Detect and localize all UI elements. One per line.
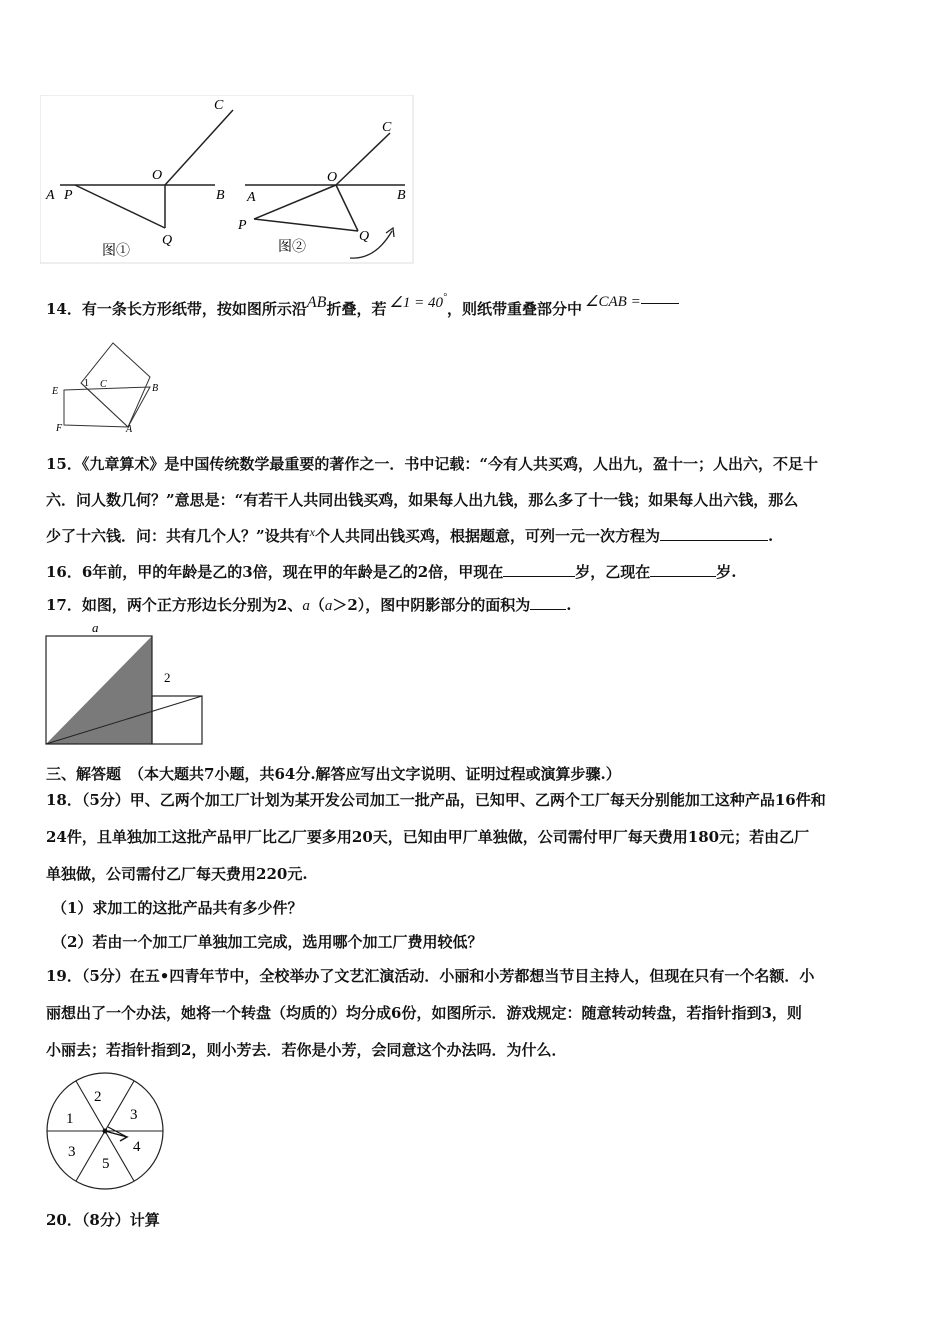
q19-spinner bbox=[42, 1070, 172, 1194]
fig13-right-Q: Q bbox=[359, 229, 370, 244]
q19-line2: 丽想出了一个办法，她将一个转盘（均质的）均分成6份，如图所示．游戏规定：随意转动转盘，若指针指到3，则 bbox=[46, 1004, 802, 1022]
q17-figure bbox=[44, 622, 209, 750]
fig14-A: A bbox=[126, 424, 133, 435]
q16-text: 16．6年前，甲的年龄是乙的3倍，现在甲的年龄是乙的2倍，甲现在 岁，乙现在 岁. bbox=[46, 563, 737, 581]
fig17-a: a bbox=[92, 622, 99, 635]
q14-answer-blank[interactable] bbox=[641, 289, 679, 304]
spinner-label-5: 5 bbox=[102, 1156, 110, 1172]
fig14-C: C bbox=[100, 379, 107, 390]
fig13-right-O: O bbox=[327, 170, 338, 185]
fig14-F: F bbox=[56, 423, 63, 434]
q18-line2: 24件，且单独加工这批产品甲厂比乙厂要多用20天，已知由甲厂单独做，公司需付甲厂每天费用180元；若由乙厂 bbox=[46, 828, 810, 846]
fig14-B: B bbox=[152, 383, 159, 394]
spinner-label-1: 1 bbox=[66, 1111, 74, 1127]
q15-line1: 15．《九章算术》是中国传统数学最重要的著作之一．书中记载：“今有人共买鸡，人出九，盈十一；人出六，不足十 bbox=[46, 455, 819, 473]
spinner-label-4: 4 bbox=[133, 1139, 141, 1155]
fig13-right-caption: 图② bbox=[278, 240, 306, 255]
q17-text: 17．如图，两个正方形边长分别为2、a（a＞2），图中阴影部分的面积为 . bbox=[46, 596, 572, 614]
q14-text: 14．有一条长方形纸带，按如图所示沿AB折叠，若 ∠1 = 40°，则纸带重叠部分中 ∠CAB = bbox=[46, 299, 679, 322]
q19-line1: 19．（5分）在五•四青年节中，全校举办了文艺汇演活动．小丽和小芳都想当节目主持人，但现在只有一个名额．小 bbox=[46, 967, 815, 985]
q13-figure bbox=[40, 95, 415, 265]
spinner-label-3-left: 3 bbox=[68, 1144, 76, 1160]
q16-answer-blank-2[interactable] bbox=[650, 562, 716, 577]
q17-answer-blank[interactable] bbox=[530, 595, 566, 610]
fig13-left-C: C bbox=[214, 98, 224, 113]
q14-figure bbox=[48, 335, 168, 435]
fig13-right-B: B bbox=[397, 188, 406, 203]
fig13-left-P: P bbox=[64, 188, 73, 203]
q15-line3: 少了十六钱．问：共有几个人？”设共有$^x$个人共同出钱买鸡，根据题意，可列一元一次方程为 . bbox=[46, 525, 774, 545]
q18-sub1: （1）求加工的这批产品共有多少件？ bbox=[52, 899, 303, 917]
fig14-1: 1 bbox=[84, 378, 89, 389]
q15-answer-blank[interactable] bbox=[660, 526, 768, 541]
q18-line1: 18．（5分）甲、乙两个加工厂计划为某开发公司加工一批产品，已知甲、乙两个工厂每天分别能加工这种产品16件和 bbox=[46, 791, 826, 809]
q19-line3: 小丽去；若指针指到2，则小芳去．若你是小芳，会同意这个办法吗．为什么． bbox=[46, 1041, 567, 1059]
fig13-right-A: A bbox=[247, 190, 256, 205]
q16-answer-blank-1[interactable] bbox=[503, 562, 575, 577]
fig13-left-caption: 图① bbox=[102, 244, 130, 259]
q18-sub2: （2）若由一个加工厂单独加工完成，选用哪个加工厂费用较低？ bbox=[52, 933, 483, 951]
q20-text: 20．（8分）计算 bbox=[46, 1211, 160, 1229]
fig13-right-P: P bbox=[238, 218, 247, 233]
fig13-right-C: C bbox=[382, 120, 392, 135]
fig13-left-B: B bbox=[216, 188, 225, 203]
q18-line3: 单独做，公司需付乙厂每天费用220元. bbox=[46, 865, 308, 883]
fig13-left-O: O bbox=[152, 168, 163, 183]
spinner-label-2: 2 bbox=[94, 1089, 102, 1105]
fig13-left-A: A bbox=[46, 188, 55, 203]
fig13-left-Q: Q bbox=[162, 233, 173, 248]
fig17-2: 2 bbox=[164, 670, 171, 685]
section-3-heading: 三、解答题 （本大题共7小题，共64分.解答应写出文字说明、证明过程或演算步骤.） bbox=[46, 765, 621, 783]
q15-line2: 六．问人数几何？”意思是：“有若干人共同出钱买鸡，如果每人出九钱，那么多了十一钱；如果每人出六钱，那么 bbox=[46, 491, 799, 509]
fig14-E: E bbox=[52, 386, 59, 397]
spinner-label-3-top: 3 bbox=[130, 1107, 138, 1123]
